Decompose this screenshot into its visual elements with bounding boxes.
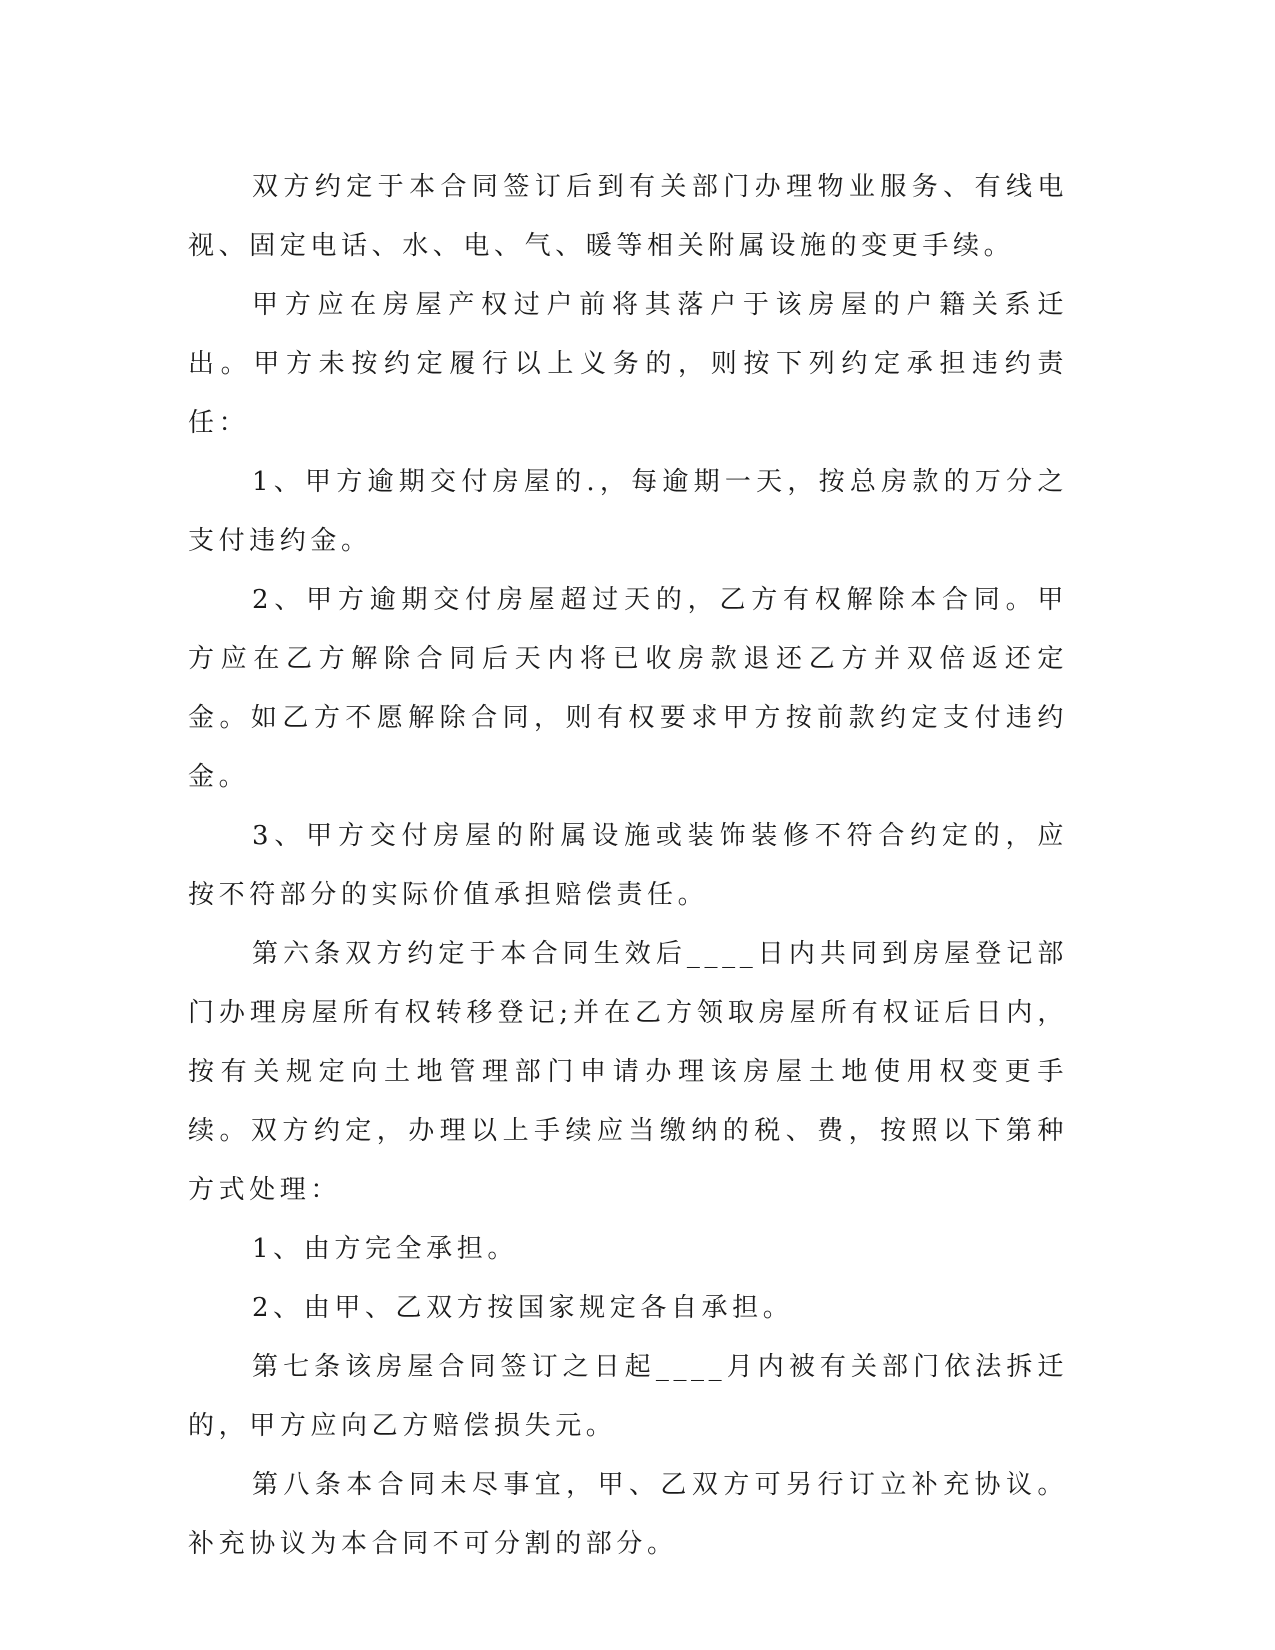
paragraph-facility-transfer: 双方约定于本合同签订后到有关部门办理物业服务、有线电视、固定电话、水、电、气、暖等相关附属设施的变更手续。	[188, 172, 1068, 261]
paragraph-clause-1-late-delivery: 1、甲方逾期交付房屋的.，每逾期一天，按总房款的万分之支付违约金。	[188, 467, 1068, 556]
paragraph-article-6: 第六条双方约定于本合同生效后____日内共同到房屋登记部门办理房屋所有权转移登记;并在乙方领取房屋所有权证后日内，按有关规定向土地管理部门申请办理该房屋土地使用权变更手续。双方约定，办理以上手续应当缴纳的税、费，按照以下第种方式处理：	[188, 939, 1068, 1205]
document-body	[188, 158, 1068, 1574]
paragraph-clause-3-compensation: 3、甲方交付房屋的附属设施或装饰装修不符合约定的，应按不符部分的实际价值承担赔偿责任。	[188, 821, 1068, 910]
paragraph-article-6-option-1: 1、由方完全承担。	[252, 1234, 518, 1264]
paragraph-article-8: 第八条本合同未尽事宜，甲、乙双方可另行订立补充协议。补充协议为本合同不可分割的部分。	[188, 1470, 1068, 1559]
paragraph-clause-2-termination: 2、甲方逾期交付房屋超过天的，乙方有权解除本合同。甲方应在乙方解除合同后天内将已收房款退还乙方并双倍返还定金。如乙方不愿解除合同，则有权要求甲方按前款约定支付违约金。	[188, 585, 1068, 792]
paragraph-article-7: 第七条该房屋合同签订之日起____月内被有关部门依法拆迁的，甲方应向乙方赔偿损失元。	[188, 1352, 1068, 1441]
paragraph-article-6-option-2: 2、由甲、乙双方按国家规定各自承担。	[252, 1293, 794, 1323]
paragraph-household-registration: 甲方应在房屋产权过户前将其落户于该房屋的户籍关系迁出。甲方未按约定履行以上义务的，则按下列约定承担违约责任：	[188, 290, 1068, 438]
